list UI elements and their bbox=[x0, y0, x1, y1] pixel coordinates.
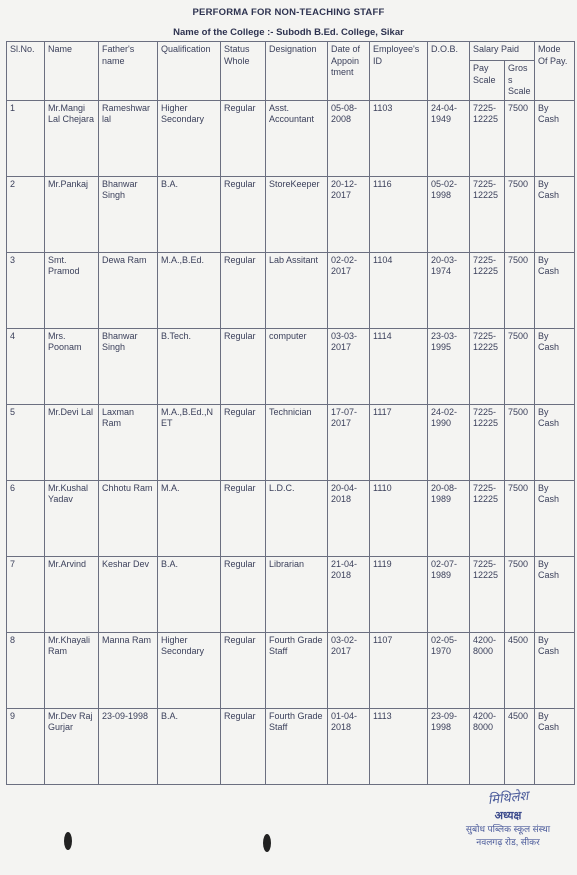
cell-father: Rameshwar lal bbox=[99, 100, 158, 176]
cell-qualification: B.A. bbox=[158, 708, 221, 784]
cell-name: Mr.Devi Lal bbox=[45, 404, 99, 480]
cell-mode: By Cash bbox=[535, 328, 575, 404]
cell-mode: By Cash bbox=[535, 480, 575, 556]
header-pay-scale: Pay Scale bbox=[470, 61, 505, 101]
cell-name: Mr.Pankaj bbox=[45, 176, 99, 252]
cell-empid: 1116 bbox=[370, 176, 428, 252]
cell-name: Mr.Mangi Lal Chejara bbox=[45, 100, 99, 176]
table-header-row bbox=[7, 42, 575, 61]
signature-block bbox=[440, 788, 576, 849]
cell-status: Regular bbox=[221, 328, 266, 404]
cell-dob: 02-07-1989 bbox=[428, 556, 470, 632]
cell-qualification: B.A. bbox=[158, 176, 221, 252]
header-qualification: Qualification bbox=[158, 42, 221, 101]
cell-slno: 8 bbox=[7, 632, 45, 708]
cell-slno: 2 bbox=[7, 176, 45, 252]
cell-pay-scale: 4200-8000 bbox=[470, 708, 505, 784]
table-row bbox=[7, 404, 575, 480]
cell-qualification: Higher Secondary bbox=[158, 100, 221, 176]
cell-slno: 1 bbox=[7, 100, 45, 176]
cell-name: Mr.Arvind bbox=[45, 556, 99, 632]
header-designation: Designation bbox=[266, 42, 328, 101]
cell-slno: 5 bbox=[7, 404, 45, 480]
header-slno: Sl.No. bbox=[7, 42, 45, 101]
cell-dob: 02-05-1970 bbox=[428, 632, 470, 708]
cell-name: Mr.Dev Raj Gurjar bbox=[45, 708, 99, 784]
punch-hole-mark bbox=[263, 834, 271, 852]
header-mode-of-pay: Mode Of Pay. bbox=[535, 42, 575, 101]
cell-status: Regular bbox=[221, 480, 266, 556]
staff-table bbox=[6, 41, 575, 785]
header-salary-paid: Salary Paid bbox=[470, 42, 535, 61]
cell-mode: By Cash bbox=[535, 176, 575, 252]
cell-doa: 03-02-2017 bbox=[328, 632, 370, 708]
table-row bbox=[7, 100, 575, 176]
header-status: Status Whole bbox=[221, 42, 266, 101]
cell-qualification: B.A. bbox=[158, 556, 221, 632]
header-dob: D.O.B. bbox=[428, 42, 470, 101]
cell-empid: 1113 bbox=[370, 708, 428, 784]
punch-hole-mark bbox=[64, 832, 72, 850]
organisation-address: नवलगढ़ रोड, सीकर bbox=[476, 837, 540, 847]
cell-dob: 24-02-1990 bbox=[428, 404, 470, 480]
cell-empid: 1103 bbox=[370, 100, 428, 176]
cell-gross: 7500 bbox=[505, 252, 535, 328]
cell-pay-scale: 7225-12225 bbox=[470, 328, 505, 404]
cell-dob: 24-04-1949 bbox=[428, 100, 470, 176]
cell-doa: 01-04-2018 bbox=[328, 708, 370, 784]
cell-father: Bhanwar Singh bbox=[99, 328, 158, 404]
cell-empid: 1114 bbox=[370, 328, 428, 404]
cell-dob: 23-03-1995 bbox=[428, 328, 470, 404]
cell-status: Regular bbox=[221, 404, 266, 480]
signature-title: अध्यक्ष bbox=[494, 810, 522, 822]
cell-pay-scale: 7225-12225 bbox=[470, 100, 505, 176]
cell-mode: By Cash bbox=[535, 100, 575, 176]
cell-status: Regular bbox=[221, 252, 266, 328]
cell-pay-scale: 4200-8000 bbox=[470, 632, 505, 708]
cell-dob: 05-02-1998 bbox=[428, 176, 470, 252]
cell-status: Regular bbox=[221, 176, 266, 252]
header-gross-scale: Gross Scale bbox=[505, 61, 535, 101]
cell-qualification: B.Tech. bbox=[158, 328, 221, 404]
cell-status: Regular bbox=[221, 632, 266, 708]
header-date-of-appointment: Date of Appoin tment bbox=[328, 42, 370, 101]
cell-mode: By Cash bbox=[535, 252, 575, 328]
cell-gross: 7500 bbox=[505, 480, 535, 556]
cell-father: Keshar Dev bbox=[99, 556, 158, 632]
table-row bbox=[7, 632, 575, 708]
cell-slno: 4 bbox=[7, 328, 45, 404]
cell-designation: Fourth Grade Staff bbox=[266, 632, 328, 708]
cell-doa: 20-12-2017 bbox=[328, 176, 370, 252]
cell-doa: 21-04-2018 bbox=[328, 556, 370, 632]
cell-name: Mr.Kushal Yadav bbox=[45, 480, 99, 556]
header-employee-id: Employee's ID bbox=[370, 42, 428, 101]
cell-empid: 1110 bbox=[370, 480, 428, 556]
cell-gross: 7500 bbox=[505, 404, 535, 480]
cell-dob: 23-09-1998 bbox=[428, 708, 470, 784]
cell-designation: L.D.C. bbox=[266, 480, 328, 556]
cell-designation: Fourth Grade Staff bbox=[266, 708, 328, 784]
cell-father: Chhotu Ram bbox=[99, 480, 158, 556]
header-father-name: Father's name bbox=[99, 42, 158, 101]
cell-qualification: Higher Secondary bbox=[158, 632, 221, 708]
cell-pay-scale: 7225-12225 bbox=[470, 176, 505, 252]
cell-name: Mr.Khayali Ram bbox=[45, 632, 99, 708]
cell-pay-scale: 7225-12225 bbox=[470, 404, 505, 480]
cell-qualification: M.A.,B.Ed.,NET bbox=[158, 404, 221, 480]
cell-slno: 9 bbox=[7, 708, 45, 784]
cell-doa: 05-08-2008 bbox=[328, 100, 370, 176]
cell-designation: StoreKeeper bbox=[266, 176, 328, 252]
cell-designation: computer bbox=[266, 328, 328, 404]
cell-father: Laxman Ram bbox=[99, 404, 158, 480]
cell-slno: 7 bbox=[7, 556, 45, 632]
cell-designation: Librarian bbox=[266, 556, 328, 632]
cell-designation: Asst. Accountant bbox=[266, 100, 328, 176]
cell-name: Mrs. Poonam bbox=[45, 328, 99, 404]
cell-mode: By Cash bbox=[535, 632, 575, 708]
cell-gross: 4500 bbox=[505, 708, 535, 784]
cell-empid: 1107 bbox=[370, 632, 428, 708]
cell-father: Bhanwar Singh bbox=[99, 176, 158, 252]
cell-gross: 7500 bbox=[505, 100, 535, 176]
cell-gross: 7500 bbox=[505, 328, 535, 404]
table-row bbox=[7, 328, 575, 404]
cell-empid: 1117 bbox=[370, 404, 428, 480]
cell-pay-scale: 7225-12225 bbox=[470, 480, 505, 556]
cell-status: Regular bbox=[221, 708, 266, 784]
cell-status: Regular bbox=[221, 100, 266, 176]
cell-father: Dewa Ram bbox=[99, 252, 158, 328]
table-row bbox=[7, 252, 575, 328]
signature: मिथिलेश bbox=[487, 788, 530, 809]
cell-slno: 6 bbox=[7, 480, 45, 556]
cell-father: 23-09-1998 bbox=[99, 708, 158, 784]
cell-dob: 20-03-1974 bbox=[428, 252, 470, 328]
cell-name: Smt. Pramod bbox=[45, 252, 99, 328]
cell-doa: 02-02-2017 bbox=[328, 252, 370, 328]
cell-dob: 20-08-1989 bbox=[428, 480, 470, 556]
cell-empid: 1119 bbox=[370, 556, 428, 632]
cell-gross: 4500 bbox=[505, 632, 535, 708]
cell-mode: By Cash bbox=[535, 708, 575, 784]
cell-gross: 7500 bbox=[505, 176, 535, 252]
table-row bbox=[7, 480, 575, 556]
organisation-name: सुबोध पब्लिक स्कूल संस्था bbox=[465, 824, 551, 834]
cell-doa: 17-07-2017 bbox=[328, 404, 370, 480]
cell-pay-scale: 7225-12225 bbox=[470, 252, 505, 328]
table-row bbox=[7, 556, 575, 632]
cell-empid: 1104 bbox=[370, 252, 428, 328]
cell-pay-scale: 7225-12225 bbox=[470, 556, 505, 632]
cell-doa: 03-03-2017 bbox=[328, 328, 370, 404]
document-title: PERFORMA FOR NON-TEACHING STAFF bbox=[192, 7, 385, 18]
cell-slno: 3 bbox=[7, 252, 45, 328]
college-name-line: Name of the College :- Subodh B.Ed. College, Sikar bbox=[173, 27, 404, 38]
cell-doa: 20-04-2018 bbox=[328, 480, 370, 556]
cell-gross: 7500 bbox=[505, 556, 535, 632]
cell-qualification: M.A. bbox=[158, 480, 221, 556]
cell-designation: Lab Assitant bbox=[266, 252, 328, 328]
cell-mode: By Cash bbox=[535, 556, 575, 632]
table-row bbox=[7, 176, 575, 252]
cell-father: Manna Ram bbox=[99, 632, 158, 708]
cell-qualification: M.A.,B.Ed. bbox=[158, 252, 221, 328]
cell-mode: By Cash bbox=[535, 404, 575, 480]
cell-designation: Technician bbox=[266, 404, 328, 480]
table-row bbox=[7, 708, 575, 784]
header-name: Name bbox=[45, 42, 99, 101]
cell-status: Regular bbox=[221, 556, 266, 632]
